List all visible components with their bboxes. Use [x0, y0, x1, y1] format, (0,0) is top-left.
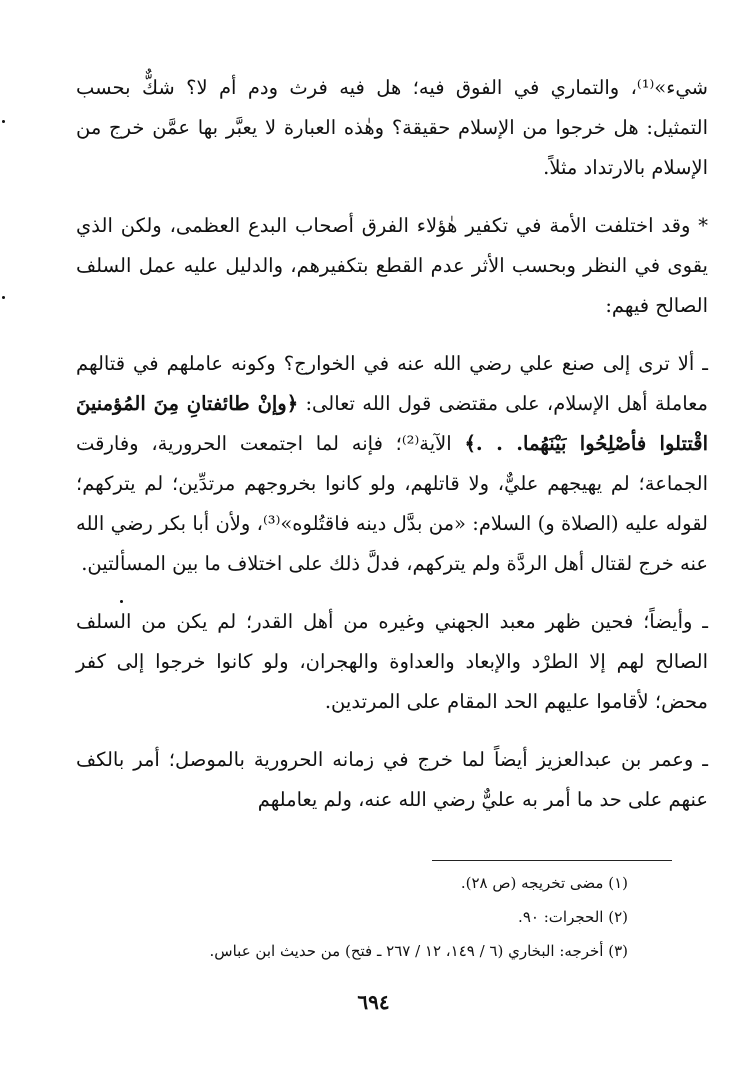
- paragraph-3: [76, 344, 708, 584]
- scan-mark: [2, 120, 5, 123]
- paragraph-1: شيء»⁽¹⁾، والتماري في الفوق فيه؛ هل فيه فرث ودم أم لا؟ شكٌّ بحسب التمثيل: هل خرجوا من الإسلام حقيقة؟ وهٰذه العبارة لا يعبَّر بها عمَّن خرج من الإسلام بالارتداد مثلاً.: [76, 76, 708, 179]
- paragraph-3-rest: الآية⁽²⁾؛ فإنه لما اجتمعت الحرورية، وفارقت الجماعة؛ لم يهيجهم عليٌّ، ولا قاتلهم، ولو كانوا بخروجهم مرتدِّين؛ لم يتركهم؛ لقوله عليه (الصلاة و) السلام: «من بدَّل دينه فاقتُلوه»⁽³⁾، ولأن أبا بكر رضي الله عنه خرج لقتال أهل الردَّة ولم يتركهم، فدلَّ ذلك على اختلاف ما بين المسألتين.: [76, 432, 708, 575]
- scan-mark: [120, 600, 123, 603]
- footnote-3: (٣) أخرجه: البخاري (٦ / ١٤٩، ١٢ / ٢٦٧ ـ فتح) من حديث ابن عباس.: [209, 942, 628, 960]
- paragraph-3-lead: ـ ألا ترى إلى صنع علي رضي الله عنه في الخوارج؟ وكونه عاملهم في قتالهم معاملة أهل الإسلام، على مقتضى قول الله تعالى:: [76, 352, 708, 415]
- footnote-2: (٢) الحجرات: ٩٠.: [518, 908, 628, 926]
- page-number: ٦٩٤: [357, 990, 390, 1014]
- quran-verse: ﴿وإنْ طائفتانِ مِنَ المُؤمنينَ اقْتتلوا فأصْلِحُوا بَيْنَهُما. . .﴾: [76, 392, 708, 455]
- footnotes: [76, 866, 628, 968]
- paragraph-4: ـ وأيضاً؛ فحين ظهر معبد الجهني وغيره من أهل القدر؛ لم يكن من السلف الصالح لهم إلا الطرْد والإبعاد والعداوة والهجران، ولو كانوا خرجوا إلى كفر محض؛ لأقاموا عليهم الحد المقام على المرتدين.: [76, 610, 708, 713]
- main-text: [76, 68, 708, 820]
- scan-mark: [2, 296, 5, 299]
- footnote-1: (١) مضى تخريجه (ص ٢٨).: [460, 874, 628, 892]
- paragraph-5: ـ وعمر بن عبدالعزيز أيضاً لما خرج في زمانه الحرورية بالموصل؛ أمر بالكف عنهم على حد ما أمر به عليٌّ رضي الله عنه، ولم يعاملهم: [76, 748, 708, 811]
- footnote-divider: [432, 860, 672, 861]
- paragraph-2: * وقد اختلفت الأمة في تكفير هٰؤلاء الفرق أصحاب البدع العظمى، ولكن الذي يقوى في النظر وبحسب الأثر عدم القطع بتكفيرهم، والدليل عليه عمل السلف الصالح فيهم:: [76, 214, 708, 317]
